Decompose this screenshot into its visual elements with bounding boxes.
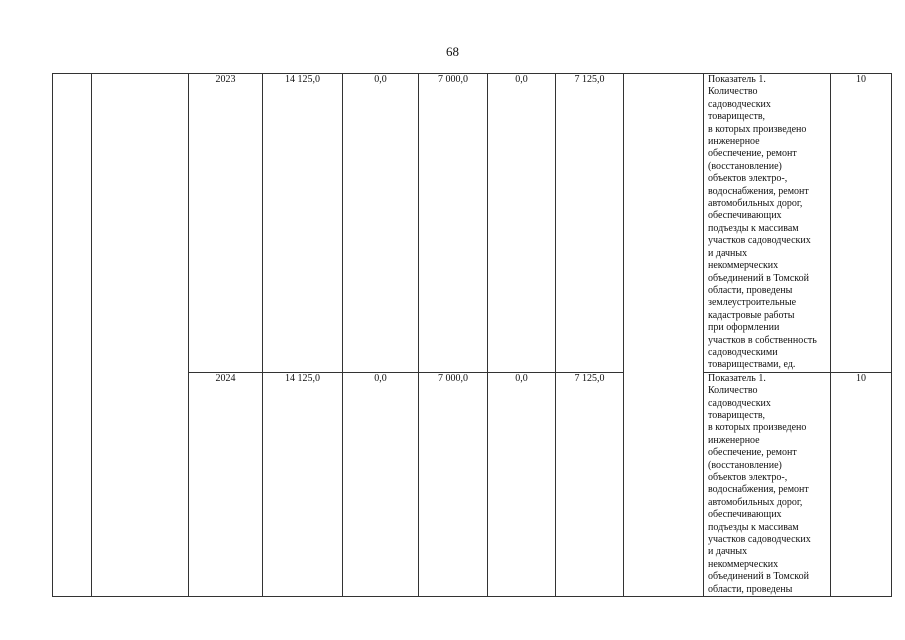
other-sources-cell: 7 125,0 xyxy=(556,372,624,596)
total-cell: 14 125,0 xyxy=(263,372,343,596)
page-number: 68 xyxy=(446,44,459,59)
empty-cell-number xyxy=(53,74,92,373)
table-row xyxy=(53,74,892,373)
indicator-value-cell: 10 xyxy=(831,372,892,596)
empty-cell-executor xyxy=(624,372,704,596)
indicator-cell: Показатель 1. Количество садоводческих товариществ, в которых произведено инженерное обеспечение, ремонт (восстановление) объектов электро-, водоснабжения, ремонт автомобильных дорог, обеспечивающих подъезды к массивам участков садоводческих и дачных некоммерческих объединений в Томской области, проведены xyxy=(704,372,831,596)
year-cell: 2023 xyxy=(189,74,263,373)
regional-budget-cell: 7 000,0 xyxy=(419,372,488,596)
indicator-cell: Показатель 1. Количество садоводческих товариществ, в которых произведено инженерное обеспечение, ремонт (восстановление) объектов электро-, водоснабжения, ремонт автомобильных дорог, обеспечивающих подъезды к массивам участков садоводческих и дачных некоммерческих объединений в Томской области, проведены землеустроительные кадастровые работы при оформлении участков в собственность садоводческими товариществами, ед. xyxy=(704,74,831,373)
empty-cell-number xyxy=(53,372,92,596)
total-cell: 14 125,0 xyxy=(263,74,343,373)
local-budget-cell: 0,0 xyxy=(488,74,556,373)
indicator-value-cell: 10 xyxy=(831,74,892,373)
budget-table xyxy=(52,73,892,597)
local-budget-cell: 0,0 xyxy=(488,372,556,596)
federal-budget-cell: 0,0 xyxy=(343,74,419,373)
regional-budget-cell: 7 000,0 xyxy=(419,74,488,373)
empty-cell-task xyxy=(92,372,189,596)
empty-cell-executor xyxy=(624,74,704,373)
federal-budget-cell: 0,0 xyxy=(343,372,419,596)
empty-cell-task xyxy=(92,74,189,373)
other-sources-cell: 7 125,0 xyxy=(556,74,624,373)
year-cell: 2024 xyxy=(189,372,263,596)
table-row xyxy=(53,372,892,596)
